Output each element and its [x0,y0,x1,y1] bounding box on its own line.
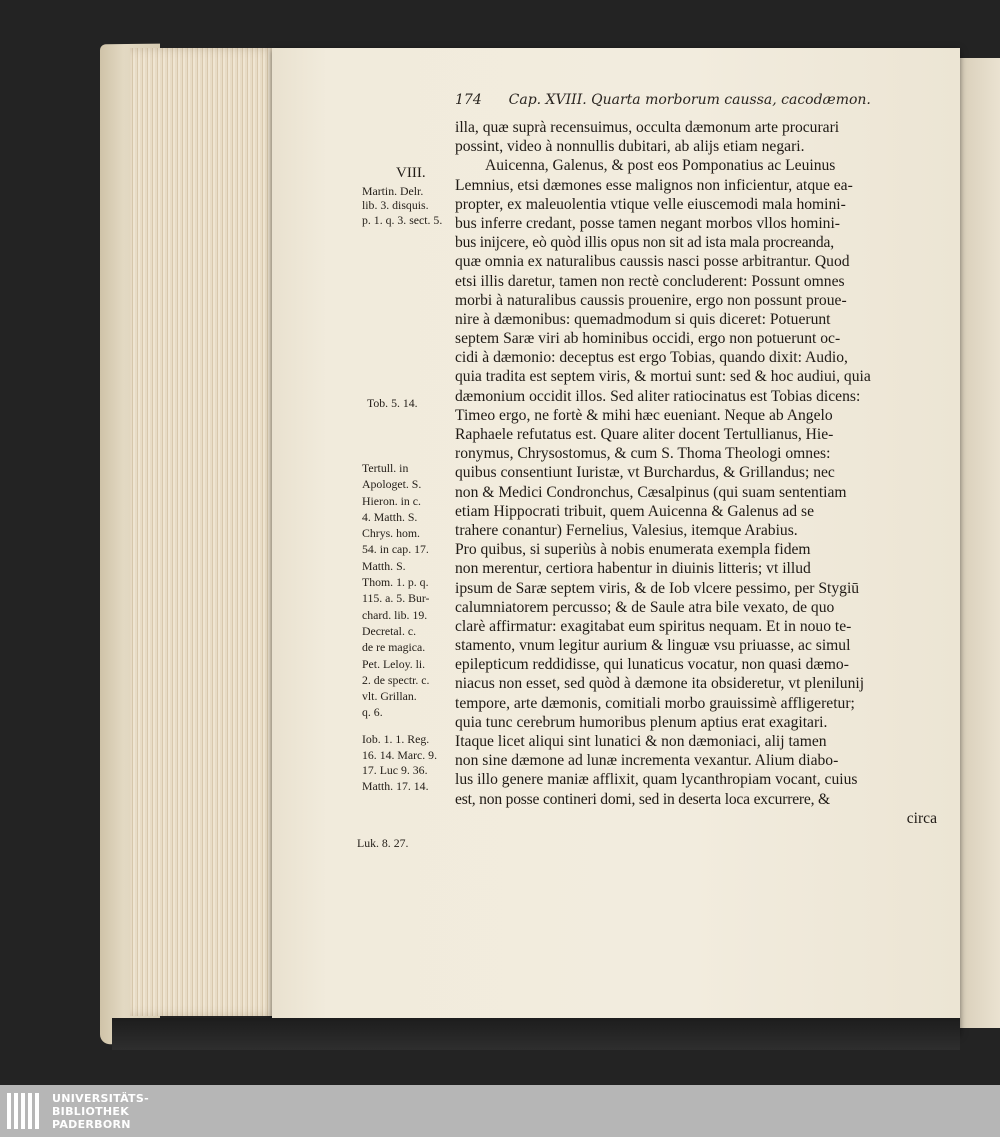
text-line: quibus consentiunt Iuristæ, vt Burchardus, & Grillandus; nec [455,464,835,482]
text-line: tempore, arte dæmonis, comitiali morbo grauissimè affligeretur; [455,694,855,712]
page-edges [130,48,280,1016]
margin-note-iob [362,732,437,794]
margin-note-line: p. 1. q. 3. sect. 5. [362,212,443,227]
body-text [455,118,937,828]
margin-note-line: Matth. 17. 14. [362,778,429,793]
margin-note-line: Matth. S. [362,558,406,573]
margin-note-line: chard. lib. 19. [362,607,428,622]
text-line: clarè affirmatur: exagitabat eum spiritus nequam. Et in nouo te- [455,617,852,635]
margin-note-line: 2. de spectr. c. [362,672,430,687]
text-line: non sine dæmone ad lunæ incrementa vexantur. Alium diabo- [455,752,839,770]
text-line: bus inijcere, eò quòd illis opus non sit ad ista mala procreanda, [455,234,834,252]
margin-note-line: Decretal. c. [362,623,417,638]
text-line: ronymus, Chrysostomus, & cum S. Thoma Theologi omnes: [455,445,831,463]
text-line: septem Saræ viri ab hominibus occidi, ergo non potuerunt oc- [455,330,841,348]
text-line: Pro quibus, si superiùs à nobis enumerata exempla fidem [455,541,811,559]
text-line: Lemnius, etsi dæmones esse malignos non inficientur, atque ea- [455,176,853,194]
margin-note-line: lib. 3. disquis. [362,198,429,213]
margin-note-luke [357,836,408,850]
margin-note-line: Tertull. in [362,461,409,475]
text-line: etsi illis daretur, tamen non rectè concluderent: Possunt omnes [455,272,845,290]
margin-note-line: 115. a. 5. Bur- [362,591,430,606]
margin-note-line: Martin. Delr. [362,184,424,198]
library-name: UNIVERSITÄTS- BIBLIOTHEK PADERBORN [52,1092,149,1131]
text-line: quæ omnia ex naturalibus caussis nasci posse arbitrantur. Quod [455,253,850,271]
margin-note-line: 16. 14. Marc. 9. [362,747,438,762]
text-line: lus illo genere maniæ afflixit, quam lycanthropiam vocant, cuius [455,771,858,789]
text-line: est, non posse contineri domi, sed in deserta loca excurrere, & [455,790,830,808]
text-line: non merentur, certiora habentur in diuinis litteris; vt illud [455,560,811,578]
margin-note-line: de re magica. [362,640,426,655]
margin-note-line: 17. Luc 9. 36. [362,763,428,778]
text-line: Auicenna, Galenus, & post eos Pomponatius ac Leuinus [485,157,836,175]
margin-note-line: Iob. 1. 1. Reg. [362,732,430,746]
margin-note-line: Hieron. in c. [362,493,421,508]
text-line: morbi à naturalibus caussis prouenire, ergo non possunt proue- [455,291,847,309]
text-line: Raphaele refutatus est. Quare aliter docent Tertullianus, Hie- [455,426,834,443]
text-line: niacus non esset, sed quòd à dæmone ita obsideretur, vt plenilunij [455,675,865,693]
margin-note-line: Apologet. S. [362,477,422,492]
text-line: calumniatorem percusso; & de Saule atra bile vexato, de quo [455,598,835,616]
text-line: Itaque licet aliqui sint lunatici & non dæmoniaci, alij tamen [455,733,827,750]
page-number: 174 [455,92,482,108]
text-line: Timeo ergo, ne fortè & mihi hæc eueniant. Neque ab Angelo [455,406,833,424]
text-line: trahere conantur) Fernelius, Valesius, itemque Arabius. [455,521,798,539]
text-line: stamento, vnum legitur aurium & linguæ vsu priuasse, ac simul [455,637,851,655]
margin-note-line: 4. Matth. S. [362,509,418,524]
margin-note-delrio [362,184,442,227]
margin-note-tobias [367,396,418,410]
margin-note-line: 54. in cap. 17. [362,542,429,557]
library-logo-icon [6,1091,44,1131]
library-footer [0,1085,1000,1137]
margin-note-line: vlt. Grillan. [362,689,417,704]
margin-note-tertullian [362,460,429,721]
margin-note-line: Luk. 8. 27. [357,836,409,850]
text-line: etiam Hippocrati tribuit, quem Auicenna & Galenus ad se [455,502,814,520]
text-line: ipsum de Saræ septem viris, & de Iob vlcere pessimo, per Stygiū [455,579,860,597]
text-line: quia tunc cerebrum humoribus plenum aptius erat exagitari. [455,713,828,731]
text-line: quia tradita est septem viris, & mortui sunt: sed & hoc audiui, quia [455,368,871,386]
catchword: circa [906,809,937,827]
chapter-title: Cap. XVIII. Quarta morborum caussa, cacodæmon. [508,92,871,108]
margin-note-line: Tob. 5. 14. [367,396,418,410]
margin-note-line: Thom. 1. p. q. [362,575,429,590]
facing-page-edge [958,58,1000,1028]
running-head [455,92,935,108]
text-line: dæmonium occidit illos. Sed aliter ratiocinatus est Tobias dicens: [455,387,861,405]
text-line: non & Medici Condronchus, Cæsalpinus (qui suam sententiam [455,483,847,501]
margin-note-line: Pet. Leloy. li. [362,656,426,671]
margin-note-line: Chrys. hom. [362,526,421,541]
text-line: illa, quæ suprà recensuimus, occulta dæmonum arte procurari [455,119,840,136]
text-line: bus inferre credant, posse tamen negant morbos vllos homini- [455,214,840,232]
section-marker: VIII. [396,165,426,181]
text-line: cidi à dæmonio: deceptus est ergo Tobias, quando dixit: Audio, [455,349,848,367]
book-shadow [112,1018,960,1050]
text-line: possint, video à nonnullis dubitari, ab alijs etiam negari. [455,138,805,156]
text-line: epilepticum reddidisse, qui lunaticus vocatur, non quasi dæmo- [455,656,849,674]
margin-note-line: q. 6. [362,705,383,720]
text-line: nire à dæmonibus: quemadmodum si quis diceret: Potuerunt [455,310,831,328]
text-line: propter, ex maleuolentia vtique velle eiuscemodi mala homini- [455,195,846,213]
